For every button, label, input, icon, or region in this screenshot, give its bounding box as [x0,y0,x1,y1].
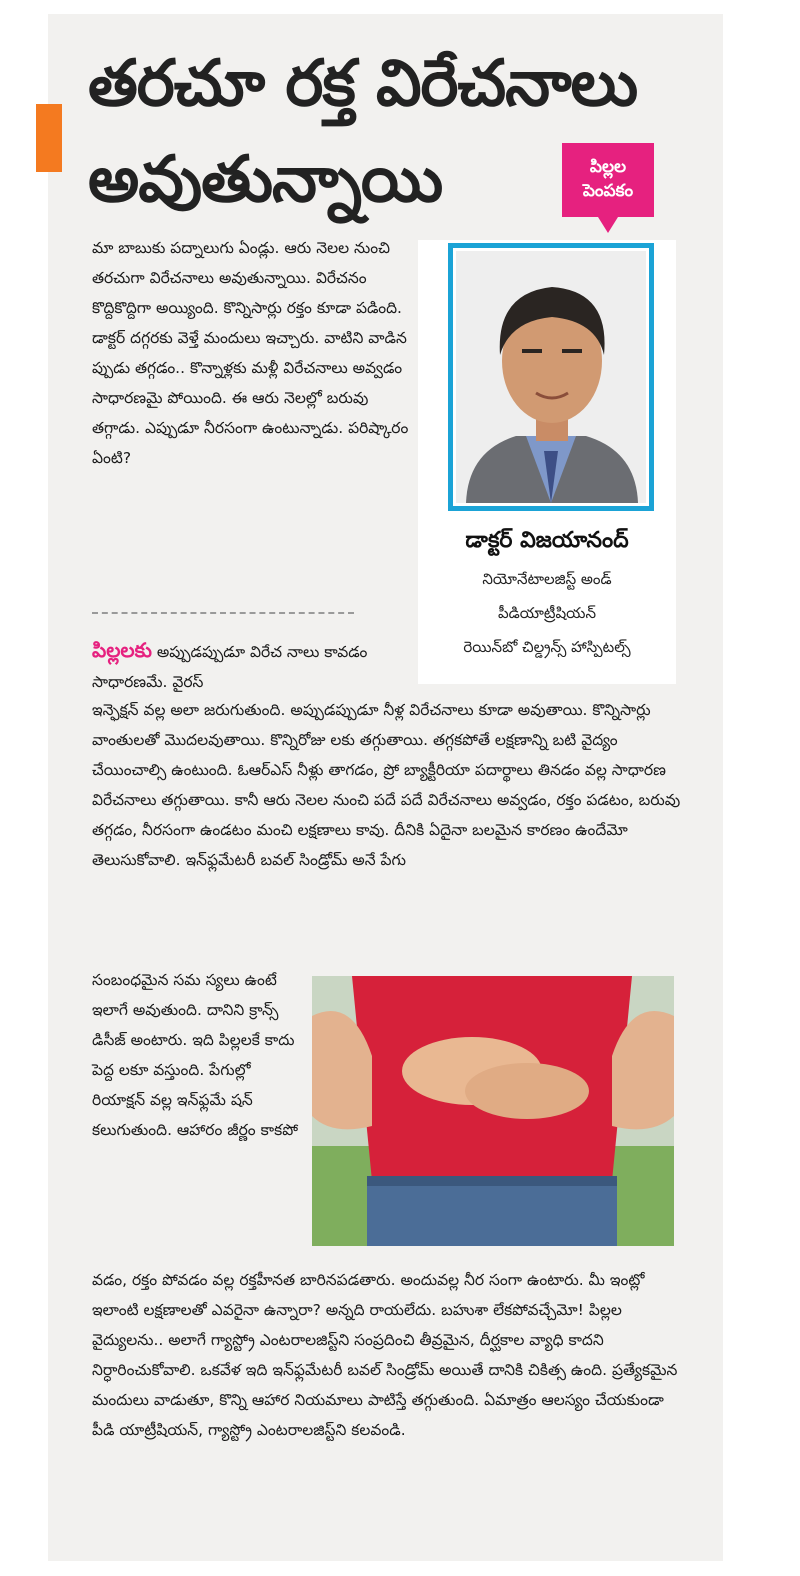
section-tag-line-2: పెంపకం [582,181,634,201]
answer-paragraph-4: వడం, రక్తం పోవడం వల్ల రక్తహీనత బారినపడతారు. అందువల్ల నీర సంగా ఉంటారు. మీ ఇంట్లో ఇలాంటి లక్షణాలతో ఎవరైనా ఉన్నారా? అన్నది రాయలేదు. బహుశా లేకపోవచ్చేమో! పిల్లల వైద్యులను.. అలాగే గ్యాస్ట్రో ఎంటరాలజిస్ట్‌ని సంప్రదించి తీవ్రమైన, దీర్ఘకాల వ్యాధి కాదని నిర్ధారించుకోవాలి. ఒకవేళ ఇది ఇన్‌ఫ్లమేటరీ బవల్ సిండ్రోమ్ అయితే దానికి చికిత్స ఉంది. ప్రత్యేకమైన మందులు వాడుతూ, కొన్ని ఆహార నియమాలు పాటిస్తే తగ్గుతుంది. ఏమాత్రం ఆలస్యం చేయకుండా పీడి యాట్రీషియన్, గ్యాస్ట్రో ఎంటరాలజిస్ట్‌ని కలవండి. [92,1271,678,1439]
doctor-title-2: పీడియాట్రీషియన్ [498,604,596,622]
accent-bar [36,104,62,172]
doctor-name: డాక్టర్ విజయానంద్ [465,528,629,553]
reader-question: మా బాబుకు పద్నాలుగు ఏండ్లు. ఆరు నెలల నుంచి తరచుగా విరేచనాలు అవుతున్నాయి. విరేచనం కొద్దికొద్దిగా అయ్యింది. కొన్నిసార్లు రక్తం కూడా పడింది. డాక్టర్ దగ్గరకు వెళ్తే మందులు ఇచ్చారు. వాటిని వాడిన ప్పుడు తగ్గడం.. కొన్నాళ్లకు మళ్లీ విరేచనాలు అవ్వడం సాధారణమై పోయింది. ఈ ఆరు నెలల్లో బరువు తగ్గాడు. ఎప్పుడూ నీరసంగా ఉంటున్నాడు. పరిష్కారం ఏంటి? [92,239,409,467]
doctor-photo [456,251,646,503]
answer-paragraph-3: సంబంధమైన సమ స్యలు ఉంటే ఇలాగే అవుతుంది. దానిని క్రాన్స్ డిసీజ్ అంటారు. ఇది పిల్లలకే కాదు పెద్ద లకూ వస్తుంది. పేగుల్లో రియాక్షన్ వల్ల ఇన్‌ఫ్లమే షన్ కలుగుతుంది. ఆహారం జీర్ణం కాకపో [92,971,299,1139]
section-tag-line-1: పిల్లల [589,157,627,177]
child-stomach-photo [312,976,674,1246]
doctor-hospital: రెయిన్‌బో చిల్డ్రన్స్ హాస్పిటల్స్ [463,638,631,656]
answer-paragraph-2: ఇన్ఫెక్షన్ వల్ల అలా జరుగుతుంది. అప్పుడప్పుడూ నీళ్ల విరేచనాలు కూడా అవుతాయి. కొన్నిసార్లు వాంతులతో మొదలవుతాయి. కొన్నిరోజు లకు తగ్గుతాయి. తగ్గకపోతే లక్షణాన్ని బటి వైద్యం చేయించాల్సి ఉంటుంది. ఓఆర్ఎస్ నీళ్లు తాగడం, ప్రో బ్యాక్టీరియా పదార్థాలు తినడం వల్ల సాధారణ విరేచనాలు తగ్గుతాయి. కానీ ఆరు నెలల నుంచి పదే పదే విరేచనాలు అవ్వడం, రక్తం పడటం, బరువు తగ్గడం, నీరసంగా ఉండటం మంచి లక్షణాలు కావు. దీనికి ఏదైనా బలమైన కారణం ఉందేమో తెలుసుకోవాలి. ఇన్‌ఫ్లమేటరీ బవల్ సిండ్రోమ్ అనే పేగు [92,701,681,869]
section-divider [92,612,354,614]
answer-paragraph-1 [92,635,410,697]
headline-line-1: తరచూ రక్త విరేచనాలు [88,47,638,121]
doctor-title-1: నియోనేటాలజిస్ట్ అండ్ [482,570,612,588]
answer-text-1: అప్పుడప్పుడూ విరేచ నాలు కావడం సాధారణమే. వైరస్ [92,643,368,691]
section-tag [562,143,654,217]
headline-line-2: అవుతున్నాయి [88,143,443,217]
answer-lead-word: పిల్లలకు [92,638,152,662]
